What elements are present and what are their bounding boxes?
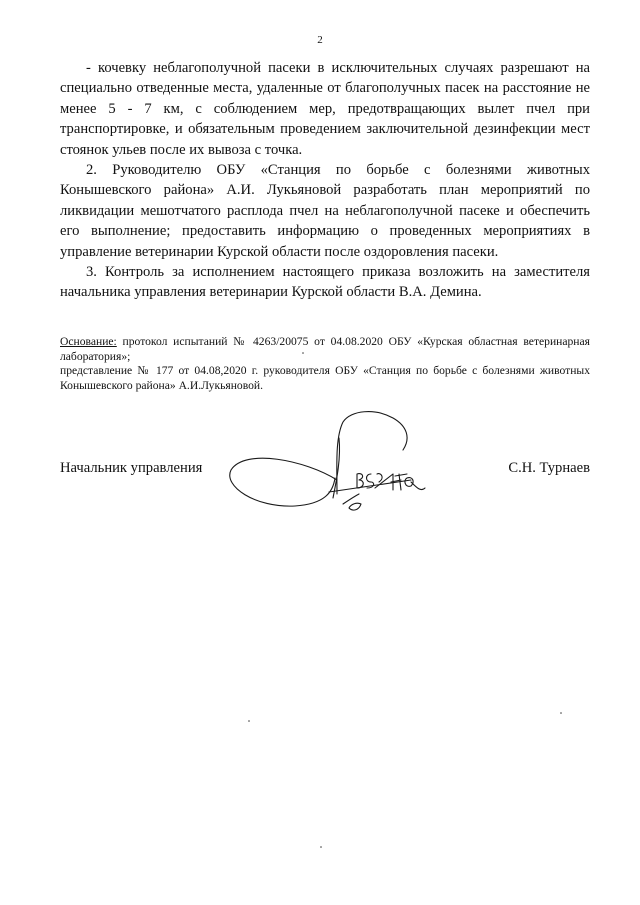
- basis-protocol-text: протокол испытаний № 4263/20075 от 04.08.2020 ОБУ «Курская областная ветеринарная лаборатория»;: [60, 335, 590, 363]
- basis-line-2: представление № 177 от 04.08,2020 г. руководителя ОБУ «Станция по борьбе с болезнями животных Конышевского района» А.И.Лукьяновой.: [60, 364, 590, 392]
- page-number: 2: [317, 34, 323, 46]
- order-body: [60, 58, 590, 303]
- basis-line-1: [60, 335, 590, 364]
- scan-speck: [248, 720, 250, 722]
- scan-speck: [302, 352, 304, 354]
- signatory-name: С.Н. Турнаев: [508, 460, 590, 476]
- signatory-title: Начальник управления: [60, 460, 203, 476]
- scan-speck: [320, 846, 322, 848]
- order-item-3: 3. Контроль за исполнением настоящего приказа возложить на заместителя начальника управления ветеринарии Курской области В.А. Демина.: [60, 264, 590, 301]
- order-item-nomadic: - кочевку неблагополучной пасеки в исключительных случаях разрешают на специально отведенные места, удаленные от благополучных пасек на расстояние не менее 5 - 7 км, с соблюдением мер, предотвращающих вылет пчел при транспортировке, и обязательным проведением заключительной дезинфекции мест стоянок ульев после их вывоза с точка.: [60, 60, 590, 158]
- basis-label: Основание:: [60, 335, 117, 348]
- handwritten-signature: [225, 408, 435, 523]
- order-item-2: 2. Руководителю ОБУ «Станция по борьбе с болезнями животных Конышевского района» А.И. Лукьяновой разработать план мероприятий по ликвидации мешотчатого расплода пчел на неблагополучной пасеке и обеспечить его выполнение; предоставить информацию о проведенных мероприятиях в управление ветеринарии Курской области после оздоровления пасеки.: [60, 162, 590, 260]
- basis-section: [60, 335, 590, 393]
- scan-speck: [560, 712, 562, 714]
